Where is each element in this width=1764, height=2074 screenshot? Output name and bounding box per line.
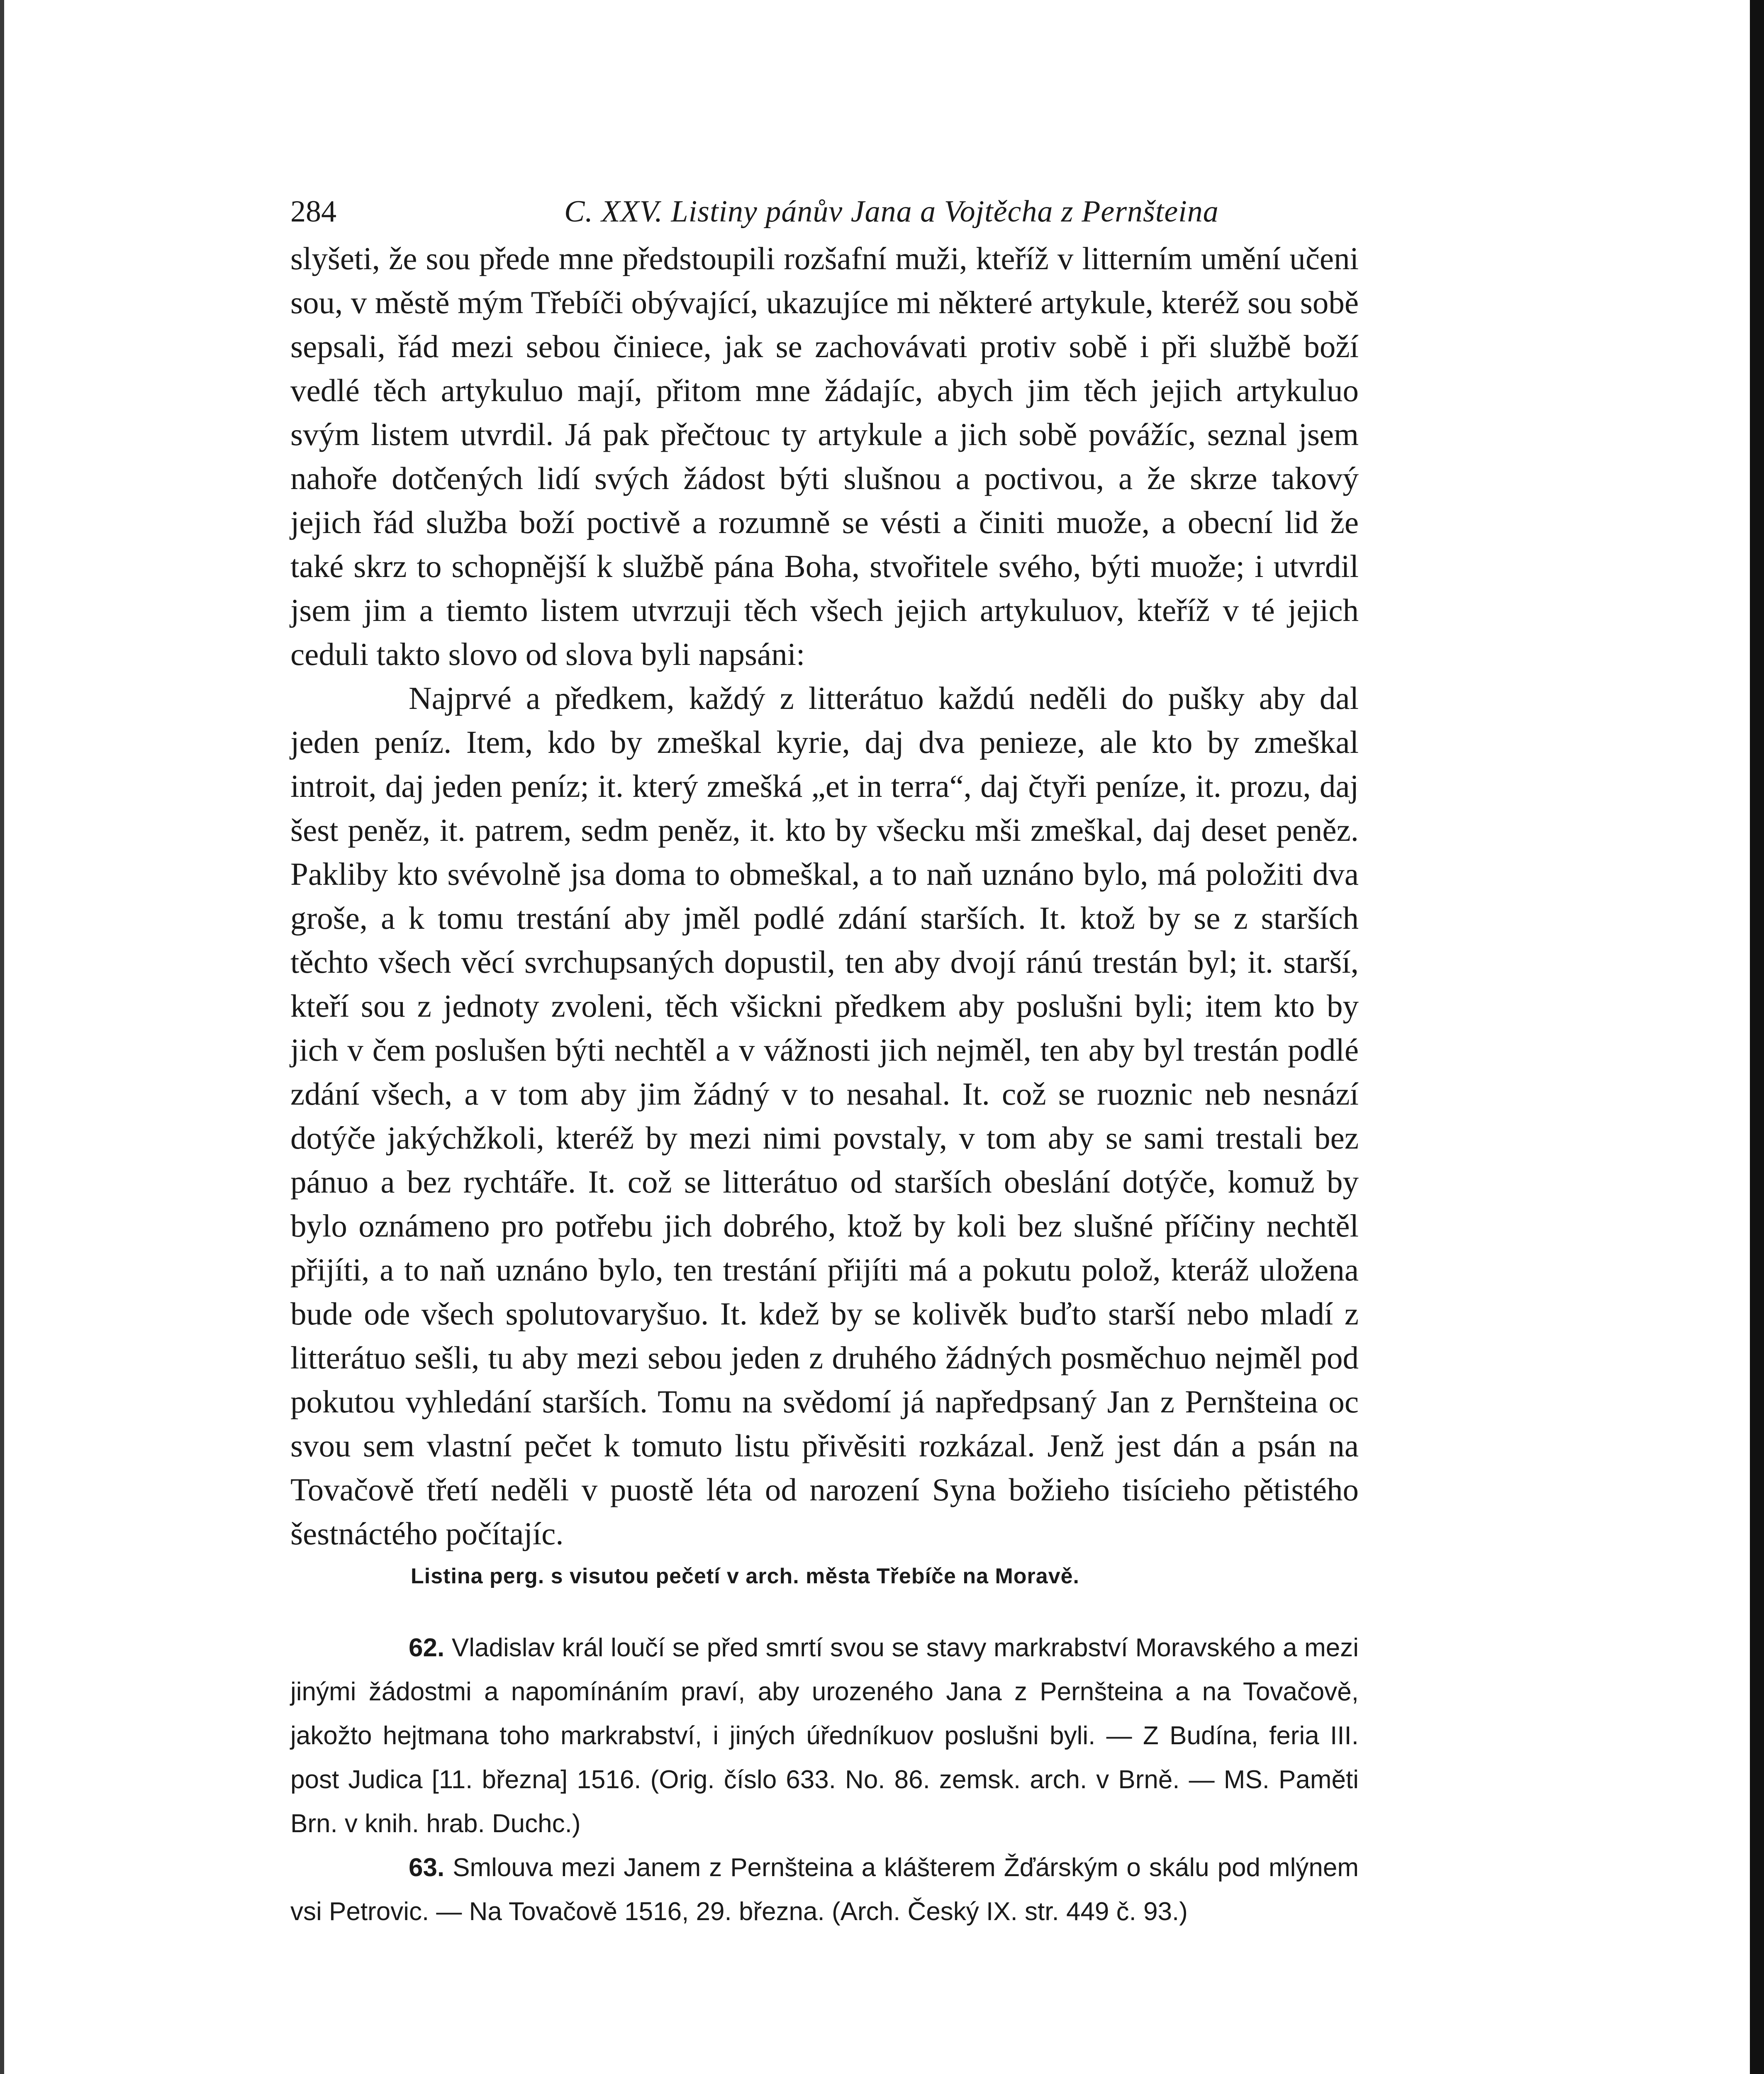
regest-entry-63 [290,1846,1359,1934]
page-header [290,183,1359,236]
regest-list [290,1626,1359,1934]
running-title: C. XXV. Listiny pánův Jana a Vojtěcha z Pernšteina [564,195,1219,229]
source-note: Listina perg. s visutou pečetí v arch. města Třebíče na Moravě. [411,1564,1079,1588]
charter-paragraph-2: Najprvé a předkem, každý z litterátuo každú neděli do pušky aby dal jeden peníz. Item, kdo by zmeškal kyrie, daj dva penieze, ale kto by zmeškal introit, daj jeden peníz; it. který zmešká „et in terra“, daj čtyři peníze, it. prozu, daj šest peněz, it. patrem, sedm peněz, it. kto by všecku mši zmeškal, daj deset peněz. Pakliby kto svévolně jsa doma to obmeškal, a to naň uznáno bylo, má položiti dva groše, a k tomu trestání aby jměl podlé zdání starších. It. ktož by se z starších těchto všech věcí svrchupsaných dopustil, ten aby dvojí ránú trestán byl; it. starší, kteří sou z jednoty zvoleni, těch všickni předkem aby poslušni byli; item kto by jich v čem poslušen býti nechtěl a v vážnosti jich nejměl, ten aby byl trestán podlé zdání všech, a v tom aby jim žádný v to nesahal. It. což se ruoznic neb nesnází dotýče jakýchžkoli, kteréž by mezi nimi povstaly, v tom aby se sami trestali bez pánuo a bez rychtáře. It. což se litterátuo od starších obeslání dotýče, komuž by bylo oznámeno pro potřebu jich dobrého, ktož by koli bez slušné příčiny nechtěl přijíti, a to naň uznáno bylo, ten trestání přijíti má a pokutu polož, kteráž uložena bude ode všech spolutovaryšuo. It. kdež by se kolivěk buďto starší nebo mladí z litterátuo sešli, tu aby mezi sebou jeden z druhého žádných posměchuo nejměl pod pokutou vyhledání starších. Tomu na svědomí já napředpsaný Jan z Pernšteina oc svou sem vlastní pečet k tomuto listu přivěsiti rozkázal. Jenž jest dán a psán na Tovačově třetí neděli v puostě léta od narození Syna božieho tisícieho pětistého šestnáctého počítajíc. [290,680,1359,1551]
regest-number: 63. [409,1853,445,1882]
regest-entry-62 [290,1626,1359,1846]
regest-number: 62. [409,1633,445,1662]
page-number: 284 [290,195,336,229]
section-gap [290,1593,1359,1626]
charter-text [290,236,1359,1556]
scan-right-edge [1750,0,1764,2074]
page-content [290,183,1359,1934]
regest-text: Smlouva mezi Janem z Pernšteina a klášterem Žďárským o skálu pod mlýnem vsi Petrovic. — Na Tovačově 1516, 29. března. (Arch. Český IX. str. 449 č. 93.) [290,1853,1359,1926]
regest-text: Vladislav král loučí se před smrtí svou se stavy markrabství Moravského a mezi jinými žádostmi a napomínáním praví, aby urozeného Jana z Pernšteina a na Tovačově, jakožto hejtmana toho markrabství, i jiných úředníkuov poslušni byli. — Z Budína, feria III. post Judica [11. března] 1516. (Orig. číslo 633. No. 86. zemsk. arch. v Brně. — MS. Paměti Brn. v knih. hrab. Duchc.) [290,1633,1359,1838]
charter-paragraph-1: slyšeti, že sou přede mne předstoupili rozšafní muži, kteříž v litterním umění učeni sou, v městě mým Třebíči obývající, ukazujíce mi některé artykule, kteréž sou sobě sepsali, řád mezi sebou činiece, jak se zachovávati protiv sobě i při službě boží vedlé těch artykuluo mají, přitom mne žádajíc, abych jim těch jejich artykuluo svým listem utvrdil. Já pak přečtouc ty artykule a jich sobě povážíc, seznal jsem nahoře dotčených lidí svých žádost býti slušnou a poctivou, a že skrze takový jejich řád služba boží poctivě a rozumně se vésti a činiti muože, a obecní lid že také skrz to schopnější k službě pána Boha, stvořitele svého, býti muože; i utvrdil jsem jim a tiemto listem utvrzuji těch všech jejich artykuluov, kteříž v té jejich ceduli takto slovo od slova byli napsáni: [290,241,1359,672]
scan-left-edge [0,0,4,2074]
